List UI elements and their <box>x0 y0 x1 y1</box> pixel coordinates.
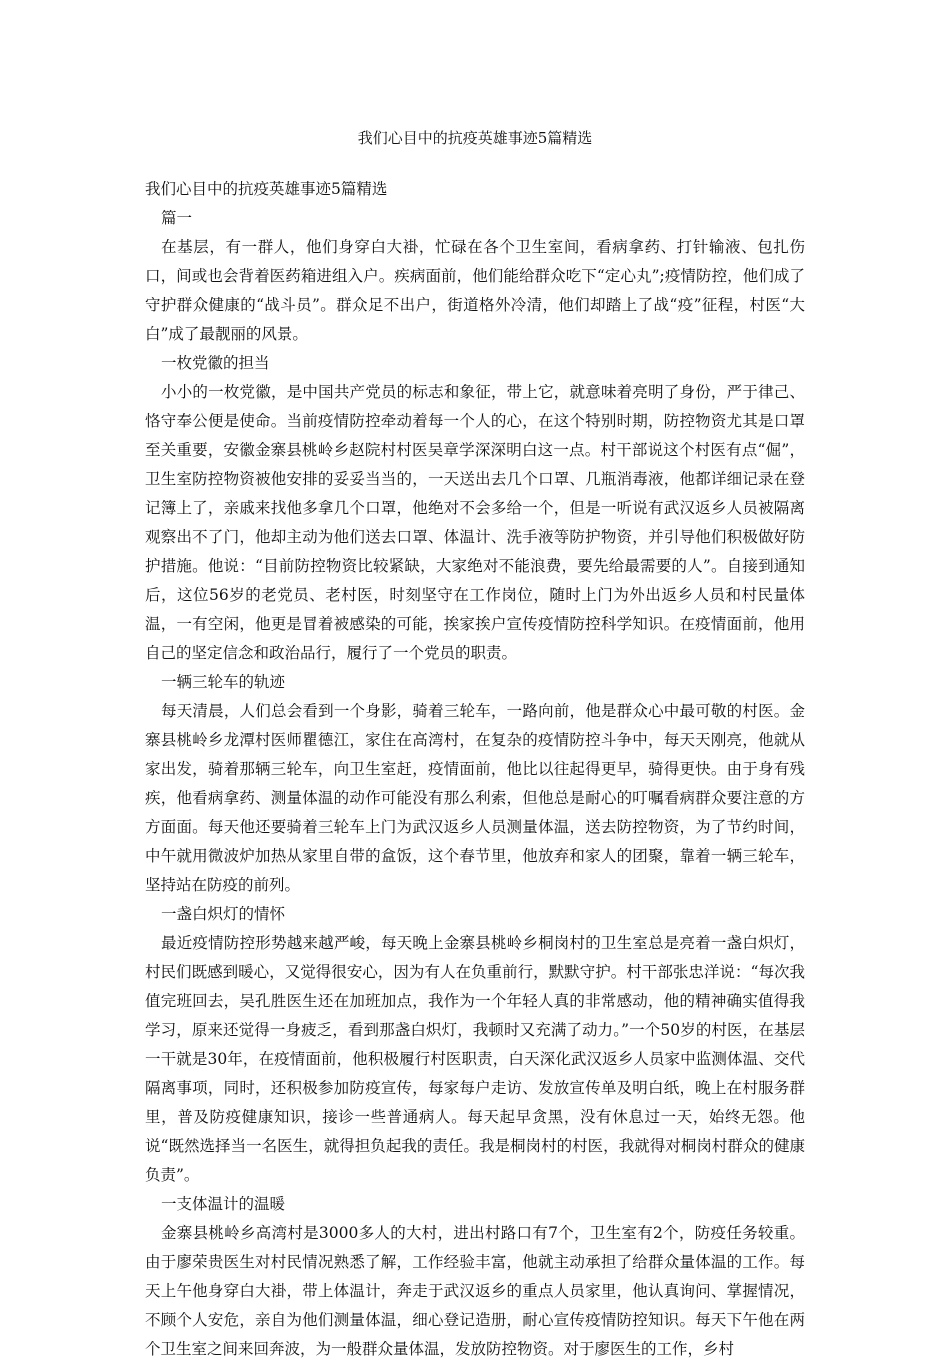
document-subtitle: 我们心目中的抗疫英雄事迹5篇精选 <box>145 180 388 198</box>
paragraph-lamp: 最近疫情防控形势越来越严峻，每天晚上金寨县桃岭乡桐岗村的卫生室总是亮着一盏白炽灯，村民们既感到暖心，又觉得很安心，因为有人在负重前行，默默守护。村干部张忠洋说：“每次我值完班回去，吴孔胜医生还在加班加点，我作为一个年轻人真的非常感动，他的精神确实值得我学习，原来还觉得一身疲乏，看到那盏白炽灯，我顿时又充满了动力。”一个50岁的村医，在基层一干就是30年，在疫情面前，他积极履行村医职责，白天深化武汉返乡人员家中监测体温、交代隔离事项，同时，还积极参加防疫宣传，每家每户走访、发放宣传单及明白纸，晚上在村服务群里，普及防疫健康知识，接诊一些普通病人。每天起早贪黑，没有休息过一天，始终无怨。他说“既然选择当一名医生，就得担负起我的责任。我是桐岗村的村医，我就得对桐岗村群众的健康负责”。 <box>145 934 805 1184</box>
subheading-lamp: 一盏白炽灯的情怀 <box>161 905 286 923</box>
document-body <box>145 175 805 1364</box>
paragraph-thermometer: 金寨县桃岭乡高湾村是3000多人的大村，进出村路口有7个，卫生室有2个，防疫任务较重。由于廖荣贵医生对村民情况熟悉了解，工作经验丰富，他就主动承担了给群众量体温的工作。每天上午他身穿白大褂，带上体温计，奔走于武汉返乡的重点人员家里，他认真询问、掌握情况，不顾个人安危，亲自为他们测量体温，细心登记造册，耐心宣传疫情防控知识。每天下午他在两个卫生室之间来回奔波，为一般群众量体温，发放防控物资。对于廖医生的工作，乡村 <box>145 1224 805 1358</box>
subheading-party-badge: 一枚党徽的担当 <box>161 354 270 372</box>
paragraph-tricycle: 每天清晨，人们总会看到一个身影，骑着三轮车，一路向前，他是群众心中最可敬的村医。金寨县桃岭乡龙潭村医师瞿德江，家住在高湾村，在复杂的疫情防控斗争中，每天天刚亮，他就从家出发，骑着那辆三轮车，向卫生室赶，疫情面前，他比以往起得更早，骑得更快。由于身有残疾，他看病拿药、测量体温的动作可能没有那么利索，但他总是耐心的叮嘱看病群众要注意的方方面面。每天他还要骑着三轮车上门为武汉返乡人员测量体温，送去防控物资，为了节约时间，中午就用微波炉加热从家里自带的盒饭，这个春节里，他放弃和家人的团聚，靠着一辆三轮车，坚持站在防疫的前列。 <box>145 702 805 894</box>
document-title: 我们心目中的抗疫英雄事迹5篇精选 <box>357 129 593 147</box>
subheading-tricycle: 一辆三轮车的轨迹 <box>161 673 286 691</box>
section-label: 篇一 <box>161 209 193 227</box>
paragraph-intro: 在基层，有一群人，他们身穿白大褂，忙碌在各个卫生室间，看病拿药、打针输液、包扎伤口，间或也会背着医药箱进组入户。疾病面前，他们能给群众吃下“定心丸”;疫情防控，他们成了守护群众健康的“战斗员”。群众足不出户，街道格外冷清，他们却踏上了战“疫”征程，村医“大白”成了最靓丽的风景。 <box>145 238 805 343</box>
paragraph-party-badge: 小小的一枚党徽，是中国共产党员的标志和象征，带上它，就意味着亮明了身份，严于律己、恪守奉公便是使命。当前疫情防控牵动着每一个人的心，在这个特别时期，防控物资尤其是口罩至关重要，安徽金寨县桃岭乡赵院村村医吴章学深深明白这一点。村干部说这个村医有点“倔”，卫生室防控物资被他安排的妥妥当当的，一天送出去几个口罩、几瓶消毒液，他都详细记录在登记簿上了，亲戚来找他多拿几个口罩，他绝对不会多给一个，但是一听说有武汉返乡人员被隔离观察出不了门，他却主动为他们送去口罩、体温计、洗手液等防护物资，并引导他们积极做好防护措施。他说：“目前防控物资比较紧缺，大家绝对不能浪费，要先给最需要的人”。自接到通知后，这位56岁的老党员、老村医，时刻坚守在工作岗位，随时上门为外出返乡人员和村民量体温，一有空闲，他更是冒着被感染的可能，挨家挨户宣传疫情防控科学知识。在疫情面前，他用自己的坚定信念和政治品行，履行了一个党员的职责。 <box>145 383 805 662</box>
subheading-thermometer: 一支体温计的温暖 <box>161 1195 286 1213</box>
